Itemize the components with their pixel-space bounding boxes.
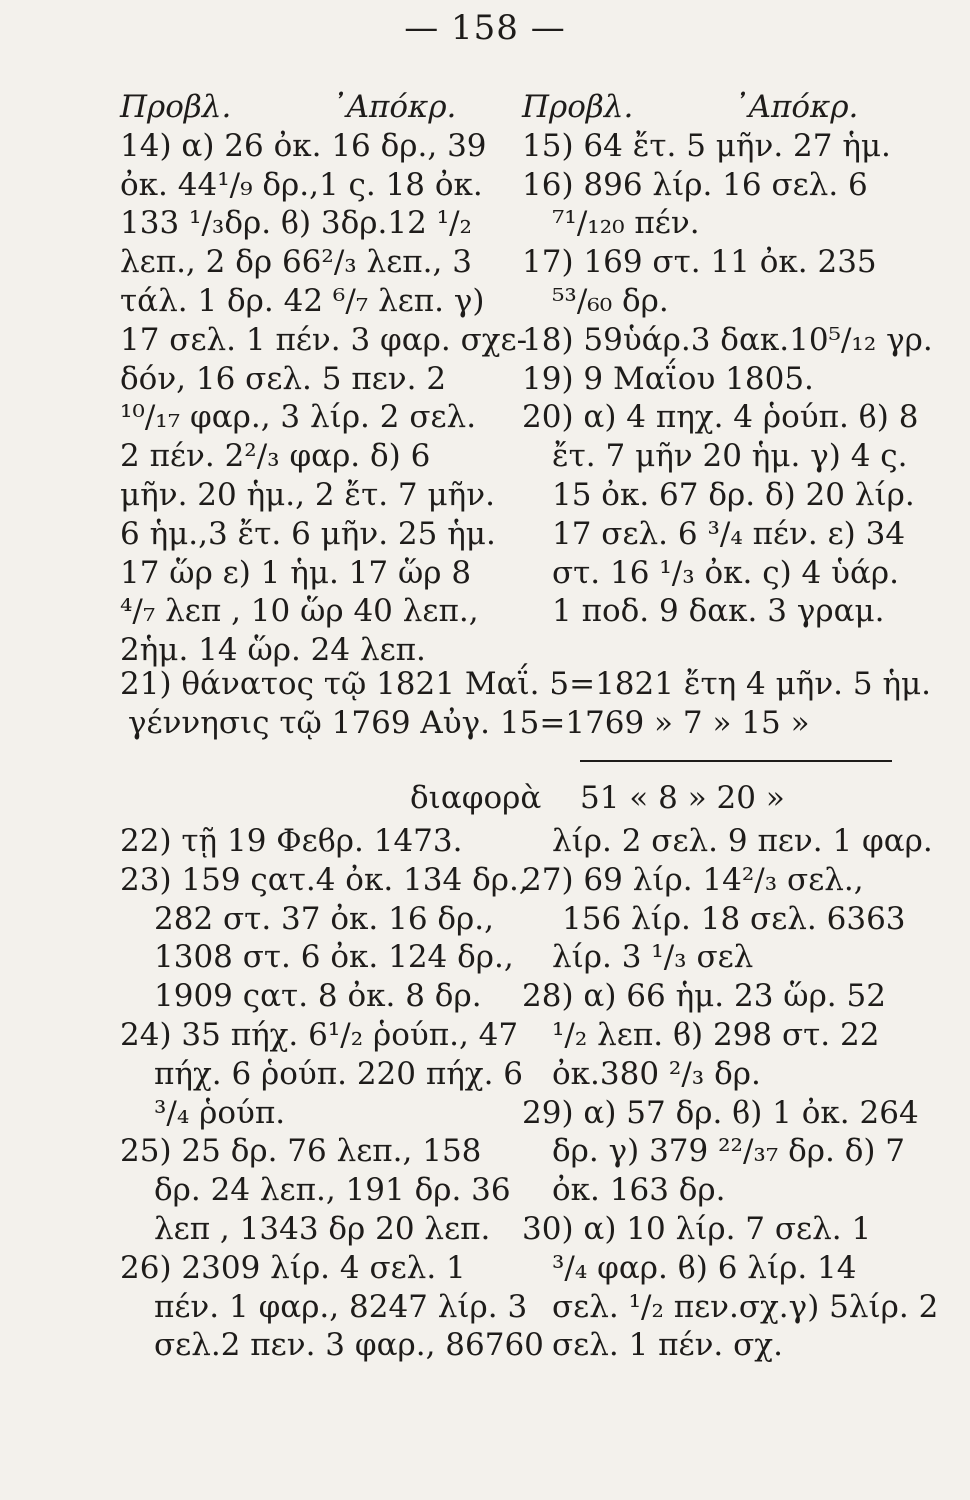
answer-line: 18) 59ὑάρ.3 δακ.10⁵/₁₂ γρ.	[522, 321, 933, 358]
answer-line: 29) α) 57 δρ. ϐ) 1 ὀκ. 264	[522, 1094, 919, 1131]
answer-line: 22) τῇ 19 Φεϐρ. 1473.	[120, 823, 463, 859]
answer-line: ¹⁰/₁₇ φαρ., 3 λίρ. 2 σελ.	[120, 399, 477, 436]
answer-line: σελ. 1 πέν. σχ.	[552, 1327, 783, 1364]
subtraction-rule	[580, 760, 892, 762]
answer-line: 16) 896 λίρ. 16 σελ. 6	[522, 166, 868, 203]
answer-line: 17 σελ. 1 πέν. 3 φαρ. σχε-	[120, 321, 528, 358]
answer-line: 17) 169 στ. 11 ὀκ. 235	[522, 244, 877, 281]
answer-line: ⁵³/₆₀ δρ.	[552, 282, 669, 319]
answer-line: 27) 69 λίρ. 14²/₃ σελ.,	[522, 861, 864, 898]
answer-line: 1 ποδ. 9 δακ. 3 γραμ.	[552, 593, 885, 630]
right-column-bottom	[522, 822, 938, 1365]
header-problem: Προβλ.	[522, 89, 634, 125]
answer-line: 1909 ςατ. 8 ὀκ. 8 δρ.	[154, 978, 482, 1015]
answer-line: 17 σελ. 6 ³/₄ πέν. ε) 34	[552, 515, 906, 552]
column-header	[522, 88, 933, 127]
answer-line: 25) 25 δρ. 76 λεπ., 158	[120, 1133, 482, 1170]
answer-line: 26) 2309 λίρ. 4 σελ. 1	[120, 1249, 466, 1286]
answer-line: λίρ. 3 ¹/₃ σελ	[552, 939, 754, 976]
answer-line: πέν. 1 φαρ., 8247 λίρ. 3	[154, 1288, 528, 1325]
answer-line: λεπ , 1343 δρ 20 λεπ.	[154, 1210, 491, 1247]
answer-line: ὀκ.380 ²/₃ δρ.	[552, 1055, 761, 1092]
answer-line: ⁷¹/₁₂₀ πέν.	[552, 205, 700, 242]
answer-line: ἔτ. 7 μῆν 20 ἡμ. γ) 4 ς.	[552, 438, 908, 475]
header-answer: ᾿Απόκρ.	[733, 89, 859, 125]
answer-line: 156 λίρ. 18 σελ. 6363	[562, 900, 906, 937]
answer-line: δρ. γ) 379 ²²/₃₇ δρ. δ) 7	[552, 1133, 906, 1170]
answer-line: 14) α) 26 ὀκ. 16 δρ., 39	[120, 127, 487, 164]
answer-line: 2ἡμ. 14 ὥρ. 24 λεπ.	[120, 632, 426, 669]
answer-line: μῆν. 20 ἡμ., 2 ἔτ. 7 μῆν.	[120, 476, 495, 513]
answer-line: 17 ὥρ ε) 1 ἡμ. 17 ὥρ 8	[120, 554, 472, 591]
problem-21-line-1: 21) θάνατος τῷ 1821 Μαΐ. 5=1821 ἔτη 4 μῆν. 5 ἡμ.	[120, 666, 932, 702]
header-problem: Προβλ.	[120, 89, 232, 125]
answer-line: στ. 16 ¹/₃ ὀκ. ς) 4 ὑάρ.	[552, 554, 899, 591]
answer-line: λεπ., 2 δρ 66²/₃ λεπ., 3	[120, 244, 472, 281]
answer-line: ³/₄ ῥούπ.	[154, 1094, 286, 1131]
answer-line: 133 ¹/₃δρ. ϐ) 3δρ.12 ¹/₂	[120, 205, 472, 242]
answer-line: ὀκ. 44¹/₉ δρ.,1 ς. 18 ὀκ.	[120, 166, 483, 203]
answer-line: τάλ. 1 δρ. 42 ⁶/₇ λεπ. γ)	[120, 282, 485, 319]
answer-line: ¹/₂ λεπ. ϐ) 298 στ. 22	[552, 1016, 880, 1053]
answer-line: 15 ὀκ. 67 δρ. δ) 20 λίρ.	[552, 476, 915, 513]
answer-line: σελ. ¹/₂ πεν.σχ.γ) 5λίρ. 2	[552, 1288, 939, 1325]
answer-line: 6 ἡμ.,3 ἔτ. 6 μῆν. 25 ἡμ.	[120, 515, 496, 552]
column-header	[120, 88, 527, 127]
answer-line: 282 στ. 37 ὀκ. 16 δρ.,	[154, 900, 494, 937]
answer-line: 23) 159 ςατ.4 ὀκ. 134 δρ.,	[120, 861, 529, 898]
answer-line: πήχ. 6 ῥούπ. 220 πήχ. 6	[154, 1055, 524, 1092]
answer-line: 28) α) 66 ἡμ. 23 ὥρ. 52	[522, 978, 886, 1015]
answer-line: 15) 64 ἔτ. 5 μῆν. 27 ἡμ.	[522, 127, 891, 164]
right-column-top	[522, 88, 933, 631]
answer-line: 1308 στ. 6 ὀκ. 124 δρ.,	[154, 939, 514, 976]
answer-line: ὀκ. 163 δρ.	[552, 1172, 726, 1209]
difference-label: διαφορὰ	[410, 780, 542, 816]
problem-21-line-2: γέννησις τῷ 1769 Αὐγ. 15=1769 » 7 » 15 »	[128, 705, 810, 741]
answer-line: ³/₄ φαρ. ϐ) 6 λίρ. 14	[552, 1249, 857, 1286]
answer-line: 24) 35 πήχ. 6¹/₂ ῥούπ., 47	[120, 1016, 519, 1053]
answer-line: σελ.2 πεν. 3 φαρ., 86760	[154, 1327, 544, 1364]
left-column-bottom	[120, 822, 544, 1365]
answer-line: 20) α) 4 πηχ. 4 ῥούπ. ϐ) 8	[522, 399, 919, 436]
answer-line: δόν, 16 σελ. 5 πεν. 2	[120, 360, 447, 397]
header-answer: ᾿Απόκρ.	[331, 89, 457, 125]
page-number: — 158 —	[404, 8, 566, 48]
answer-line: λίρ. 2 σελ. 9 πεν. 1 φαρ.	[552, 823, 933, 859]
left-column-top	[120, 88, 527, 670]
answer-line: ⁴/₇ λεπ , 10 ὥρ 40 λεπ.,	[120, 593, 479, 630]
answer-line: 2 πέν. 2²/₃ φαρ. δ) 6	[120, 438, 431, 475]
answer-line: 30) α) 10 λίρ. 7 σελ. 1	[522, 1210, 872, 1247]
answer-line: 19) 9 Μαΐου 1805.	[522, 360, 814, 397]
difference-value: 51 « 8 » 20 »	[580, 780, 785, 816]
answer-line: δρ. 24 λεπ., 191 δρ. 36	[154, 1172, 511, 1209]
